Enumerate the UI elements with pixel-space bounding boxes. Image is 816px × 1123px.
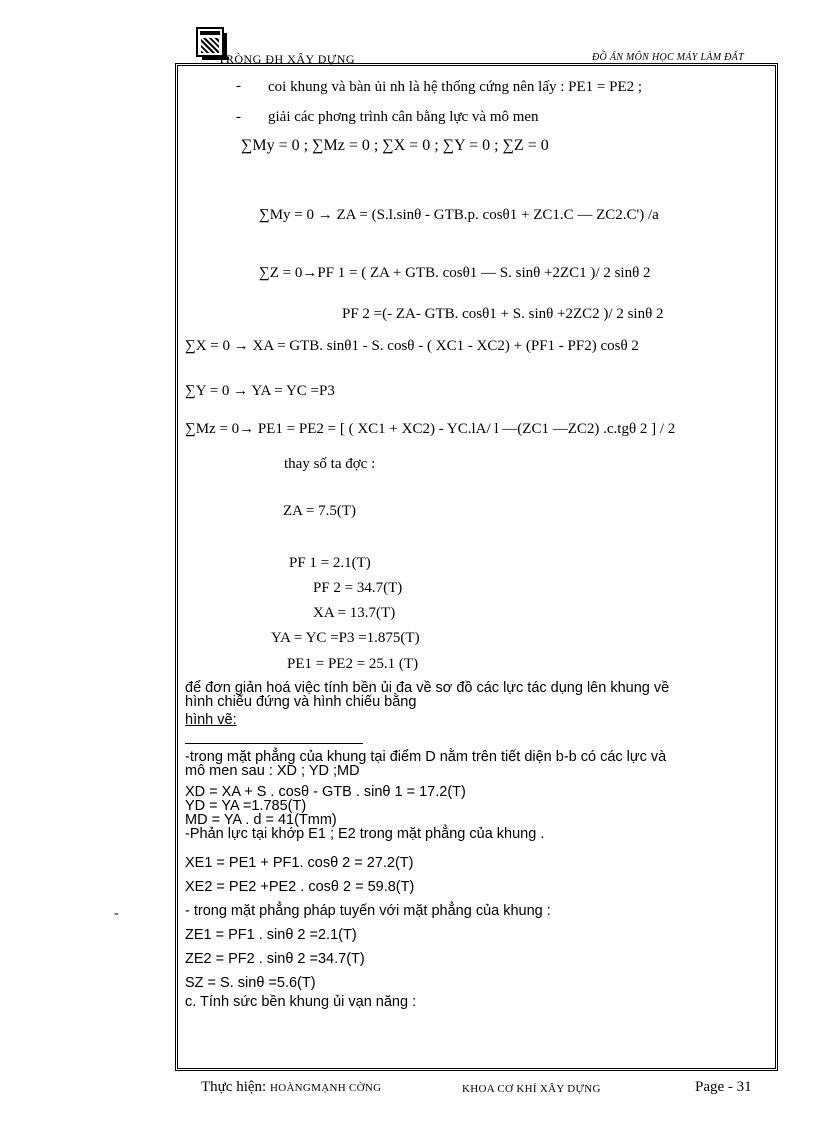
text-line: coi khung và bàn ủi nh là hệ thống cứng nên lấy : PE1 = PE2 ;: [268, 79, 643, 95]
bullet: -: [236, 109, 241, 125]
page-number: Page - 31: [695, 1079, 752, 1095]
result-line: XA = 13.7(T): [313, 605, 396, 621]
footer-author-name: HOÀNGMẠNH CỜNG: [269, 1082, 382, 1094]
text-line: -trong mặt phẳng của khung tại điểm D nằm trên tiết diện b-b có các lực và: [185, 749, 667, 765]
footer-author: [201, 1079, 381, 1096]
margin-mark: -: [114, 906, 119, 921]
text-line: - trong mặt phẳng pháp tuyến với mặt phẳng của khung :: [185, 903, 551, 919]
result-line: YD = YA =1.785(T): [185, 798, 307, 814]
text-line: giải các phơng trình cân bằng lực và mô men: [268, 109, 539, 125]
footer-department: KHOA CƠ KHÍ XÂY DỰNG: [462, 1083, 601, 1095]
formula-line: ∑Z = 0→PF 1 = ( ZA + GTB. cosθ1 — S. sinθ +2ZC1 )/ 2 sinθ 2: [259, 265, 651, 281]
header-university: TRÒNG ĐH XÂY DỰNG: [218, 52, 356, 66]
result-line: PF 1 = 2.1(T): [289, 555, 371, 571]
bullet: -: [236, 78, 241, 94]
text-line: thay số ta đợc :: [284, 456, 376, 472]
text-line: để đơn giản hoá việc tính bền ủi đa về sơ đồ các lực tác dụng lên khung về: [185, 680, 670, 696]
text-line: mô men sau : XD ; YD ;MD: [185, 763, 360, 779]
formula-line: ∑X = 0 → XA = GTB. sinθ1 - S. cosθ - ( XC1 - XC2) + (PF1 - PF2) cosθ 2: [185, 338, 639, 354]
result-line: ZE1 = PF1 . sinθ 2 =2.1(T): [185, 927, 357, 943]
result-line: YA = YC =P3 =1.875(T): [271, 630, 420, 646]
result-line: ZE2 = PF2 . sinθ 2 =34.7(T): [185, 951, 365, 967]
text-line: hình chiếu đứng và hình chiếu bằng: [185, 694, 417, 710]
formula-line: ∑My = 0 → ZA = (S.l.sinθ - GTB.p. cosθ1 + ZC1.C — ZC2.C') /a: [259, 207, 659, 223]
footer-label: Thực hiện:: [201, 1079, 270, 1095]
result-line: PF 2 = 34.7(T): [313, 580, 403, 596]
result-line: SZ = S. sinθ =5.6(T): [185, 975, 316, 991]
figure-reference: hình vẽ:: [185, 712, 237, 728]
result-line: XE1 = PE1 + PF1. cosθ 2 = 27.2(T): [185, 855, 414, 871]
result-line: XD = XA + S . cosθ - GTB . sinθ 1 = 17.2(T): [185, 784, 466, 800]
text-line: -Phản lực tại khớp E1 ; E2 trong mặt phẳng của khung .: [185, 826, 545, 842]
header-project-title: ĐỒ ÁN MÔN HỌC MÁY LÀM ĐẤT: [592, 52, 744, 63]
result-line: ZA = 7.5(T): [283, 503, 357, 519]
formula-line: ∑Mz = 0→ PE1 = PE2 = [ ( XC1 + XC2) - YC.lA/ l —(ZC1 —ZC2) .c.tgθ 2 ] / 2: [185, 421, 676, 437]
formula-line: ∑Y = 0 → YA = YC =P3: [185, 383, 335, 399]
result-line: XE2 = PE2 +PE2 . cosθ 2 = 59.8(T): [185, 879, 415, 895]
result-line: MD = YA . d = 41(Tmm): [185, 812, 337, 828]
section-heading: c. Tính sức bền khung ủi vạn năng :: [185, 994, 417, 1010]
separator: [185, 743, 363, 744]
result-line: PE1 = PE2 = 25.1 (T): [287, 656, 419, 672]
equilibrium-equations: ∑My = 0 ; ∑Mz = 0 ; ∑X = 0 ; ∑Y = 0 ; ∑Z = 0: [241, 137, 549, 154]
formula-line: PF 2 =(- ZA- GTB. cosθ1 + S. sinθ +2ZC2 )/ 2 sinθ 2: [342, 306, 664, 322]
